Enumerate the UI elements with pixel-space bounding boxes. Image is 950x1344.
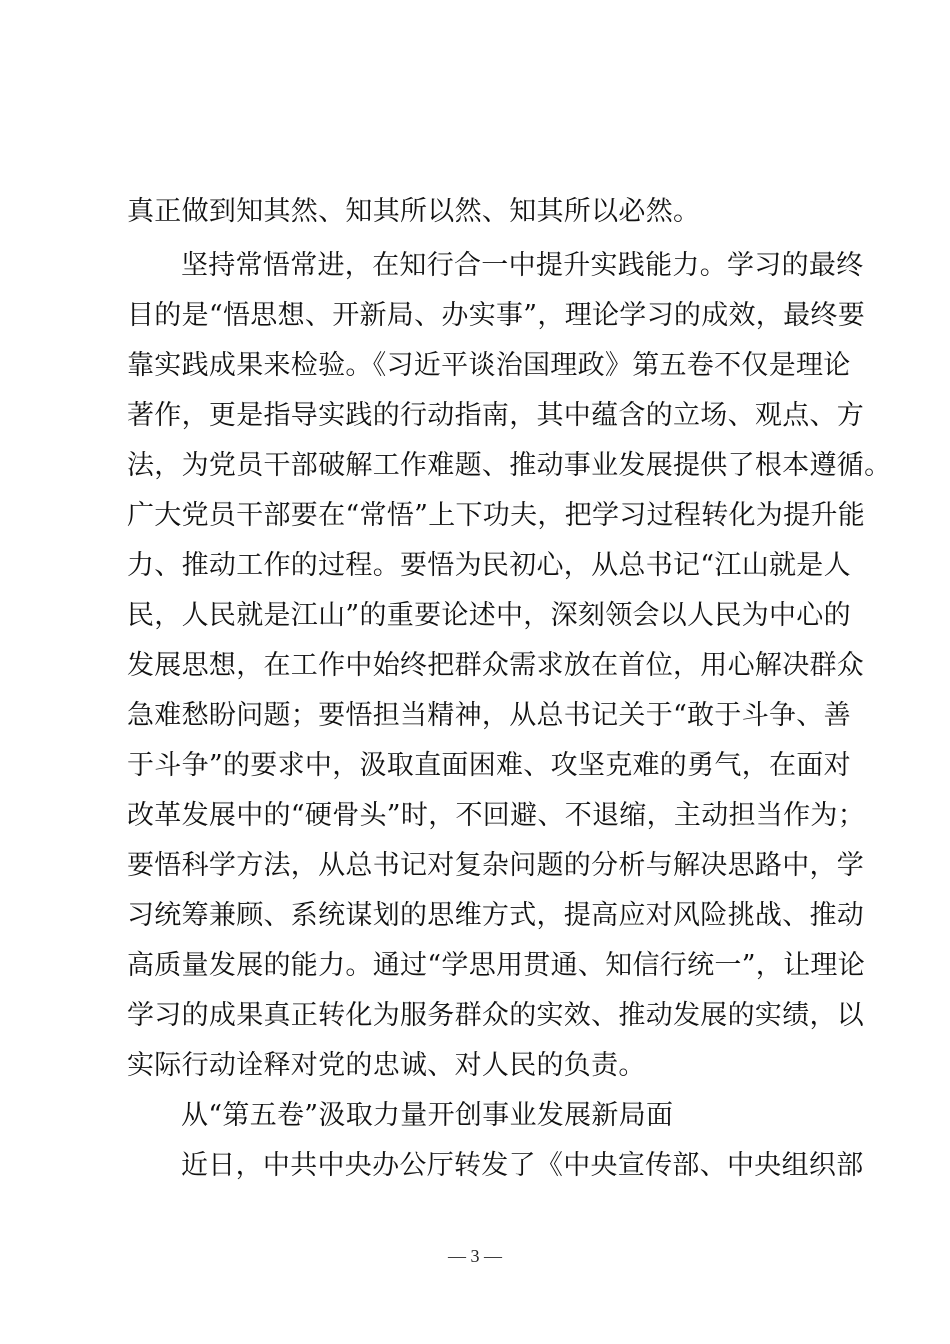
text-line-13: 改革发展中的“硬骨头”时，不回避、不退缩，主动担当作为； [127,800,866,831]
text-line-14: 要悟科学方法，从总书记对复杂问题的分析与解决思路中，学 [127,850,865,881]
page-number: — 3 — [448,1246,502,1266]
text-line-9: 民，人民就是江山”的重要论述中，深刻领会以人民为中心的 [127,600,851,631]
text-line-8: 力、推动工作的过程。要悟为民初心，从总书记“江山就是人 [127,550,851,581]
text-line-18: 实际行动诠释对党的忠诚、对人民的负责。 [127,1050,646,1081]
paragraph-start-line: 坚持常悟常进，在知行合一中提升实践能力。学习的最终 [181,250,864,281]
text-line-17: 学习的成果真正转化为服务群众的实效、推动发展的实绩，以 [127,1000,865,1031]
text-line-15: 习统筹兼顾、系统谋划的思维方式，提高应对风险挑战、推动 [127,900,865,931]
text-line-10: 发展思想，在工作中始终把群众需求放在首位，用心解决群众 [127,650,865,681]
section-heading: 从“第五卷”汲取力量开创事业发展新局面 [181,1100,674,1131]
text-line-4: 靠实践成果来检验。《习近平谈治国理政》第五卷不仅是理论 [127,350,851,381]
text-line-16: 高质量发展的能力。通过“学思用贯通、知信行统一”，让理论 [127,950,866,981]
text-line-1: 真正做到知其然、知其所以然、知其所以必然。 [127,196,701,227]
paragraph-start-line: 近日，中共中央办公厅转发了《中央宣传部、中央组织部 [181,1150,864,1181]
text-line-11: 急难愁盼问题；要悟担当精神，从总书记关于“敢于斗争、善 [127,700,851,731]
text-line-7: 广大党员干部要在“常悟”上下功夫，把学习过程转化为提升能 [127,500,866,531]
text-line-6: 法，为党员干部破解工作难题、推动事业发展提供了根本遵循。 [127,450,892,481]
text-line-3: 目的是“悟思想、开新局、办实事”，理论学习的成效，最终要 [127,300,866,331]
text-line-12: 于斗争”的要求中，汲取直面困难、攻坚克难的勇气，在面对 [127,750,851,781]
text-line-5: 著作，更是指导实践的行动指南，其中蕴含的立场、观点、方 [127,400,865,431]
